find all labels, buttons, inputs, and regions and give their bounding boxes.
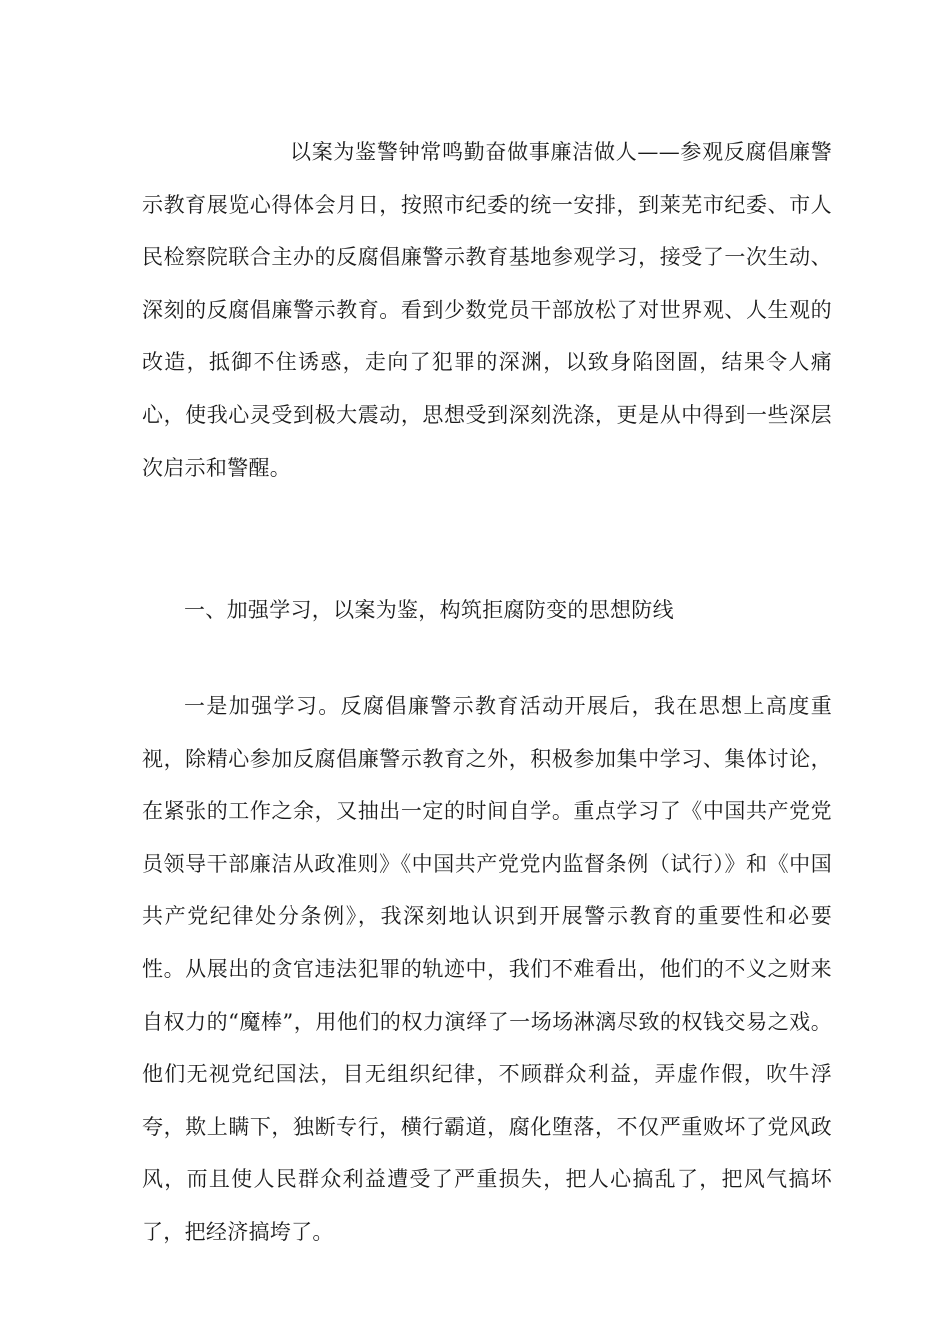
intro-paragraph: 以案为鉴警钟常鸣勤奋做事廉洁做人——参观反腐倡廉警示教育展览心得体会月日，按照市纪委的统一安排，到莱芜市纪委、市人民检察院联合主办的反腐倡廉警示教育基地参观学习，接受了一次生动、深刻的反腐倡廉警示教育。看到少数党员干部放松了对世界观、人生观的改造，抵御不住诱惑，走向了犯罪的深渊，以致身陷囹圄，结果令人痛心，使我心灵受到极大震动，思想受到深刻洗涤，更是从中得到一些深层次启示和警醒。 <box>142 140 832 480</box>
body-paragraph: 一是加强学习。反腐倡廉警示教育活动开展后，我在思想上高度重视，除精心参加反腐倡廉警示教育之外，积极参加集中学习、集体讨论，在紧张的工作之余，又抽出一定的时间自学。重点学习了《中国共产党党员领导干部廉洁从政准则》《中国共产党党内监督条例（试行）》和《中国共产党纪律处分条例》，我深刻地认识到开展警示教育的重要性和必要性。从展出的贪官违法犯罪的轨迹中，我们不难看出，他们的不义之财来自权力的“魔棒”，用他们的权力演绎了一场场淋漓尽致的权钱交易之戏。他们无视党纪国法，目无组织纪律，不顾群众利益，弄虚作假，吹牛浮夸，欺上瞒下，独断专行，横行霸道，腐化堕落，不仅严重败坏了党风政风，而且使人民群众利益遭受了严重损失，把人心搞乱了，把风气搞坏了，把经济搞垮了。 <box>142 694 832 1244</box>
section-heading: 一、加强学习，以案为鉴，构筑拒腐防变的思想防线 <box>184 598 674 622</box>
